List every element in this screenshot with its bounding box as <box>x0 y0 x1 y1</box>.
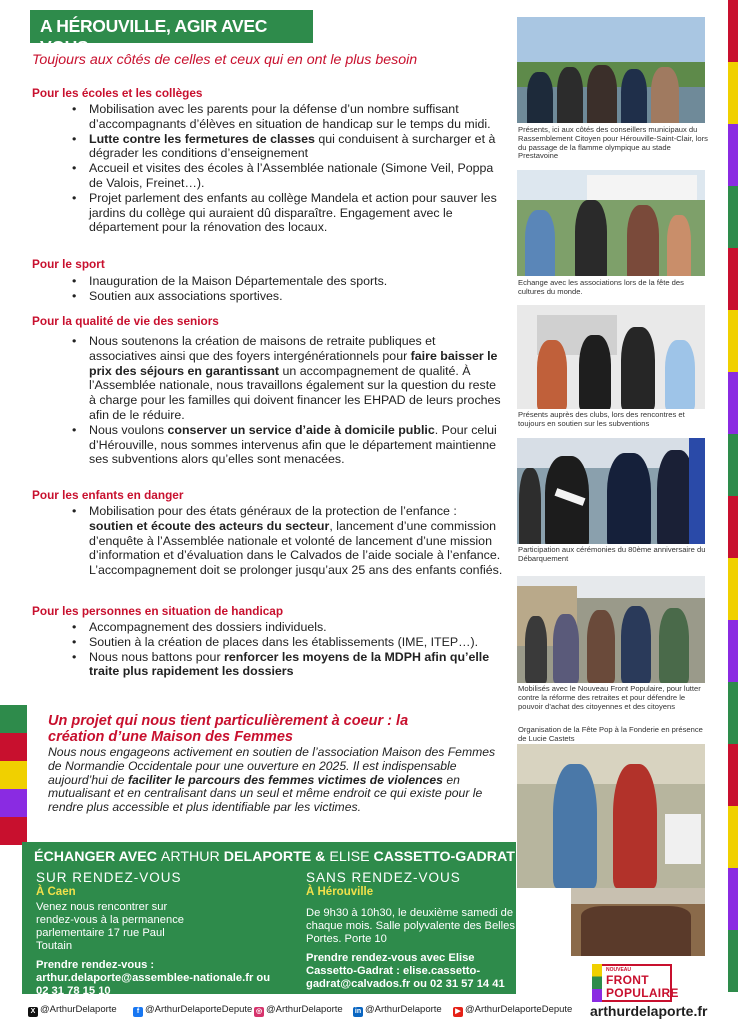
contact-heading: SUR RENDEZ-VOUS <box>36 870 182 885</box>
section-title-sport: Pour le sport <box>32 257 105 271</box>
list-item <box>72 102 504 132</box>
project-text: Nous nous engageons activement en soutien de l’association Maison des Femmes de Normandie Occidentale pour une ouverture en 2025. Il est indispensable aujourd’hui de <box>48 745 496 787</box>
contact-title-text: ELISE <box>329 849 374 865</box>
contact-title <box>34 849 515 865</box>
list-item-bold: Lutte contre les fermetures de classes <box>89 131 315 146</box>
website-link[interactable]: arthurdelaporte.fr <box>590 1003 708 1019</box>
seniors-list <box>72 334 504 467</box>
contact-text: De 9h30 à 10h30, le deuxième samedi de chaque mois. Salle polyvalente des Belles Portes. Porte 10 <box>306 907 515 945</box>
linkedin-handle: @ArthurDelaporte <box>365 1004 442 1015</box>
photo-crowd <box>571 888 705 956</box>
schools-list <box>72 102 504 235</box>
instagram-link[interactable] <box>254 1004 343 1017</box>
photo-caption: Présents auprès des clubs, lors des rencontres et toujours en soutien sur les subventions <box>518 410 685 428</box>
list-item <box>72 161 504 191</box>
x-link[interactable] <box>28 1004 117 1017</box>
contact-title-name: CASSETTO-GADRAT <box>373 849 515 865</box>
list-item-bold: soutien et écoute des acteurs du secteur <box>89 518 330 533</box>
list-item <box>72 423 504 467</box>
page-title: A HÉROUVILLE, AGIR AVEC VOUS <box>40 16 268 57</box>
section-title-disability: Pour les personnes en situation de handicap <box>32 604 284 618</box>
contact-heading: SANS RENDEZ-VOUS <box>306 870 461 885</box>
right-color-stripe <box>728 0 738 1000</box>
list-item-text: Nous soutenons la création de maisons de retraite publiques et associatives ainsi que des foyers intergénérationnels pour <box>89 334 436 363</box>
logo-small-text: NOUVEAU <box>606 967 632 973</box>
photo-caption: Organisation de la Fête Pop à la Fonderie en présence de Lucie Castets <box>518 725 703 743</box>
logo-line-1: FRONT <box>606 973 649 987</box>
project-body <box>48 746 498 815</box>
list-item <box>72 650 504 680</box>
list-item-text: Inauguration de la Maison Départementale des sports. <box>89 274 388 288</box>
disability-list <box>72 620 504 679</box>
list-item-text: . Pour celui d’Hérouville, nous sommes intervenus afin que le département maintienne ses subventions alors qu’elles sont menacées. <box>89 422 497 467</box>
list-item-text: , lancement d’une commission d’enquête à l’Assemblée nationale et volonté de lancement d’une mission d’information et d’évaluation dans le Calvados de l’aide sociale à l’enfance. L’accompagnement doit se prolonger jusqu’aux 25 ans des enfants confiés. <box>89 518 503 578</box>
section-title-seniors: Pour la qualité de vie des seniors <box>32 314 219 328</box>
list-item-text: Accompagnement des dossiers individuels. <box>89 620 327 634</box>
photo-caption: Présents, ici aux côtés des conseillers municipaux du Rassemblement Citoyen pour Hérouville-Saint-Clair, lors du passage de la flamme olympique au stade Prestavoine <box>518 125 708 161</box>
contact-booking[interactable]: Prendre rendez-vous avec Elise Cassetto-Gadrat : elise.cassetto-gadrat@calvados.fr ou 02 31 57 14 41 <box>306 952 505 990</box>
youtube-link[interactable] <box>453 1004 572 1017</box>
list-item-bold: conserver un service d’aide à domicile public <box>167 422 435 437</box>
contact-title-name: DELAPORTE <box>223 849 312 865</box>
list-item-bold: renforcer les moyens de la MDPH afin qu’elle traite plus rapidement les dossiers <box>89 649 490 679</box>
photo-front-populaire-march <box>517 576 705 683</box>
photo-olympic-flame <box>517 17 705 123</box>
project-text: en mutualisant et en centralisant dans un seul et même endroit ce qui existe pour le rendre plus accessible et plus identifiable par les victimes. <box>48 772 483 815</box>
contact-title-text: ÉCHANGER AVEC <box>34 849 161 865</box>
contact-right-column <box>306 870 516 991</box>
list-item-text: Mobilisation avec les parents pour la défense d’un nombre suffisant d’accompagnants d’élèves en situation de handicap sur le temps du midi. <box>89 102 491 131</box>
list-item <box>72 504 504 578</box>
logo-color-bar <box>592 964 602 1002</box>
list-item-text: Nous nous battons pour <box>89 649 225 664</box>
list-item <box>72 191 504 235</box>
children-list <box>72 504 504 578</box>
list-item-text: un accompagnement de qualité. À l’Assemblée nationale, nous travaillons également sur la question du reste à charge pour les familles qui doivent financer les EHPAD de leurs proches afin de le réduire. <box>89 363 501 422</box>
x-icon: X <box>28 1007 38 1017</box>
page-header <box>30 10 313 57</box>
list-item-text: Nous voulons <box>89 422 168 437</box>
photo-fete-pop <box>517 744 705 888</box>
sport-list <box>72 274 504 304</box>
contact-title-text: ARTHUR <box>160 849 224 865</box>
logo-line-2: POPULAIRE <box>606 986 679 1000</box>
list-item-text: Soutien à la création de places dans les établissements (IME, ITEP…). <box>89 634 479 649</box>
youtube-handle: @ArthurDelaporteDepute <box>465 1004 573 1015</box>
page-subtitle: Toujours aux côtés de celles et ceux qui en ont le plus besoin <box>32 52 418 68</box>
facebook-handle: @ArthurDelaporteDepute <box>145 1004 253 1015</box>
photo-sports-clubs <box>517 305 705 409</box>
linkedin-icon: in <box>354 1008 362 1015</box>
x-handle: @ArthurDelaporte <box>40 1004 117 1015</box>
contact-text: Venez nous rencontrer sur rendez-vous à la permanence parlementaire 17 rue Paul Toutain <box>36 901 185 952</box>
instagram-handle: @ArthurDelaporte <box>266 1004 343 1015</box>
contact-title-text: & <box>311 849 330 865</box>
list-item-bold: faire baisser le prix des séjours en garantissant <box>89 348 498 378</box>
facebook-link[interactable] <box>133 1004 252 1017</box>
section-title-schools: Pour les écoles et les collèges <box>32 86 203 100</box>
list-item-text: qui conduisent à surcharger et à dégrader les conditions d’enseignement <box>89 131 496 161</box>
left-color-stripe <box>0 705 27 845</box>
instagram-icon: ◎ <box>255 1008 263 1015</box>
list-item-text: Soutien aux associations sportives. <box>89 288 283 303</box>
linkedin-link[interactable] <box>353 1004 442 1017</box>
photo-cultures-festival <box>517 170 705 276</box>
list-item <box>72 274 504 289</box>
list-item-text: Accueil et visites des écoles à l’Assemblée nationale (Simone Veil, Poppa de Valois, Freinet…). <box>89 161 494 190</box>
list-item-text: Projet parlement des enfants au collège Mandela et action pour sauver les jardins du collège qui auraient dû disparaître. Engagement avec le département pour la rénovation des locaux. <box>89 190 497 235</box>
contact-band <box>22 842 516 997</box>
project-bold: faciliter le parcours des femmes victimes de violences <box>127 772 443 787</box>
photo-caption: Participation aux cérémonies du 80ème anniversaire du Débarquement <box>518 545 706 563</box>
contact-booking[interactable]: Prendre rendez-vous : arthur.delaporte@assemblee-nationale.fr ou 02 31 78 15 10 <box>36 959 271 997</box>
list-item <box>72 635 504 650</box>
list-item <box>72 334 504 423</box>
facebook-icon: f <box>133 1007 143 1017</box>
list-item-text: Mobilisation pour des états généraux de la protection de l’enfance : <box>89 504 457 518</box>
section-title-children: Pour les enfants en danger <box>32 488 184 502</box>
list-item <box>72 620 504 635</box>
photo-caption: Echange avec les associations lors de la fête des cultures du monde. <box>518 278 684 296</box>
contact-location: À Caen <box>36 886 76 898</box>
photo-caption: Mobilisés avec le Nouveau Front Populaire, pour lutter contre la réforme des retraites et pour défendre le pouvoir d’achat des citoyennes et des citoyens <box>518 684 701 711</box>
photo-d-day-ceremony <box>517 438 705 544</box>
project-title: Un projet qui nous tient particulièrement à coeur : la création d’une Maison des Femmes <box>48 713 409 745</box>
contact-left-column <box>36 870 276 998</box>
list-item <box>72 132 504 162</box>
front-populaire-logo <box>592 964 679 1002</box>
youtube-icon: ▶ <box>453 1007 463 1017</box>
list-item <box>72 289 504 304</box>
contact-location: À Hérouville <box>306 886 374 898</box>
